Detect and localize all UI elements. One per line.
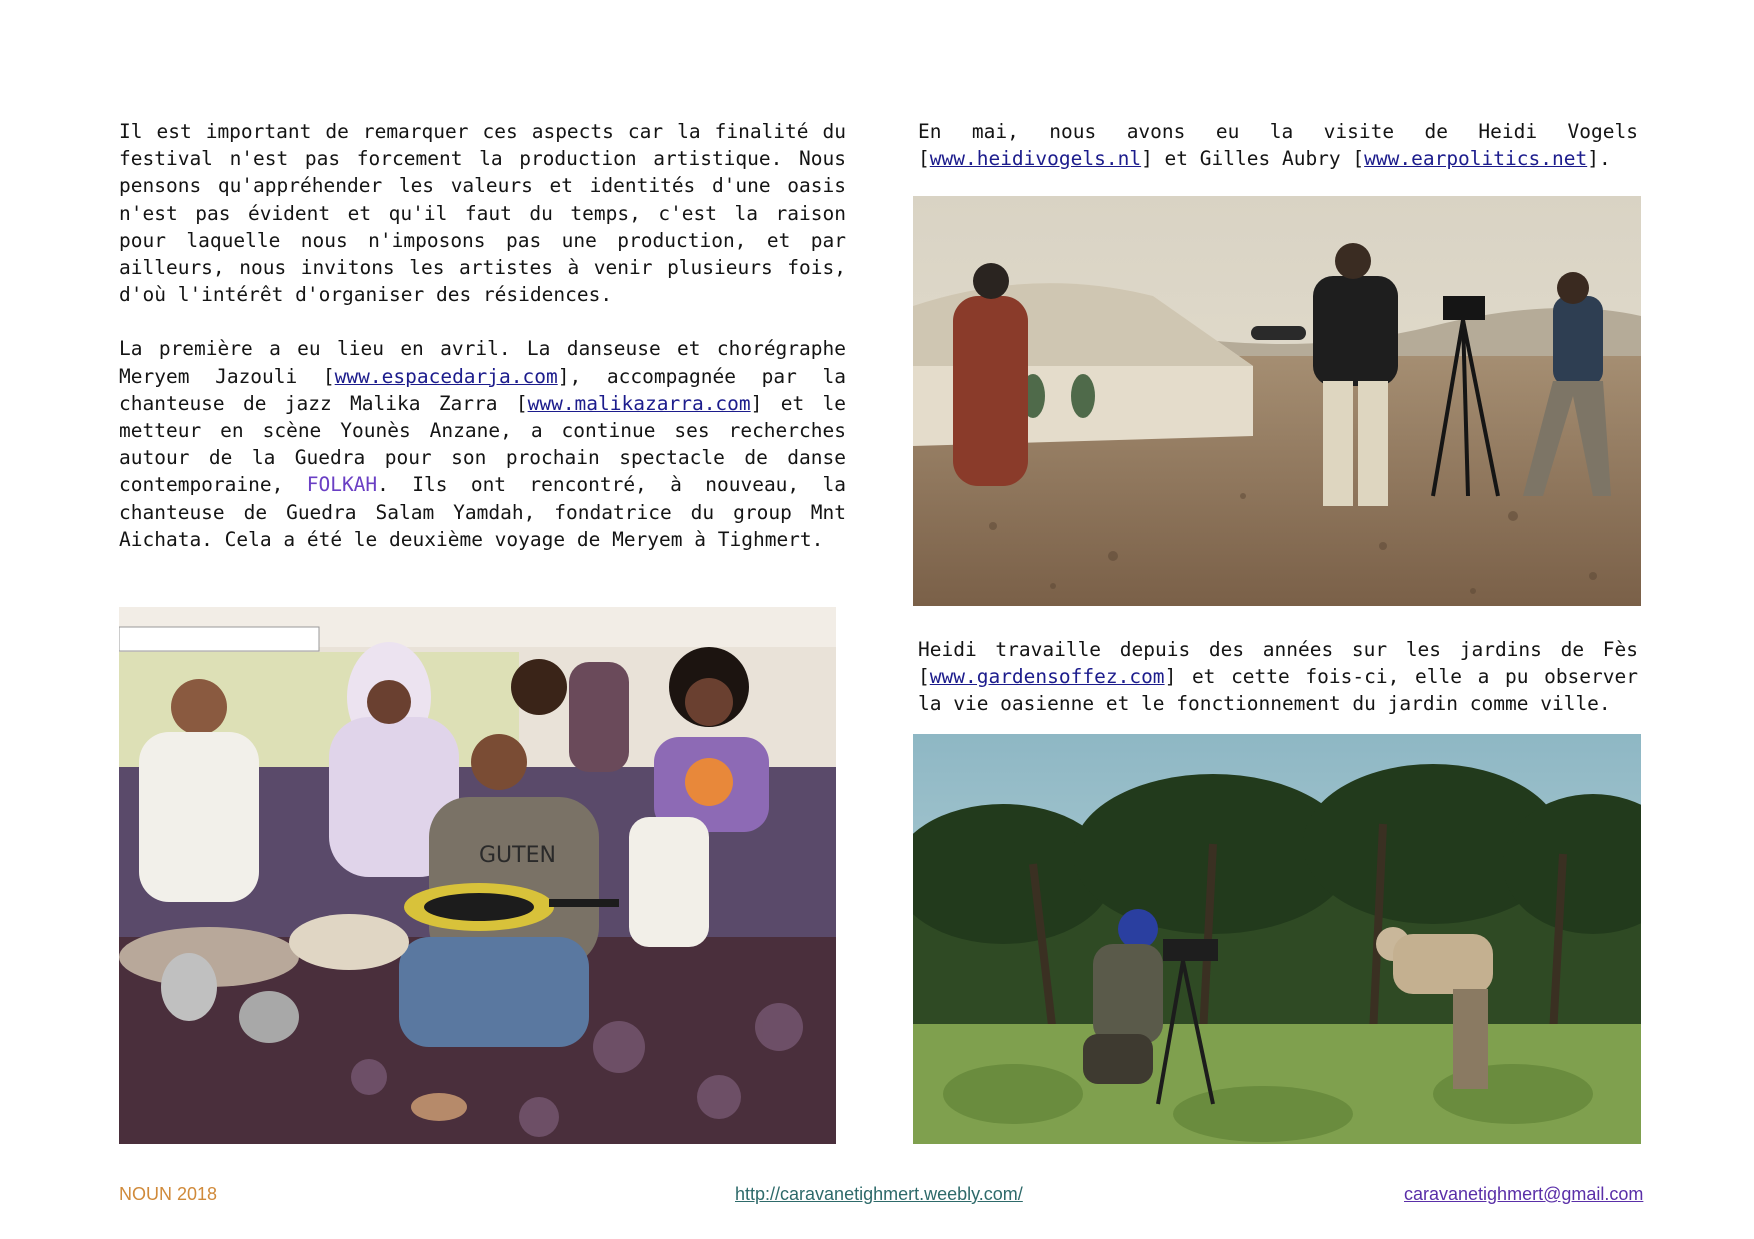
left-text-column [119, 118, 846, 580]
right-text-gardens [918, 636, 1638, 745]
link-heidivogels[interactable]: www.heidivogels.nl [929, 147, 1142, 171]
photo-desert-camp [913, 196, 1641, 606]
link-gardensoffez[interactable]: www.gardensoffez.com [929, 665, 1165, 689]
photo-interior-gathering [119, 607, 836, 1144]
paragraph-gardens: Heidi travaille depuis des années sur les jardins de Fès [www.gardensoffez.com] et cette fois-ci, elle a pu observer la vie oasienne et le fonctionnement du jardin comme ville. [918, 638, 1638, 716]
right-text-visit [918, 118, 1638, 199]
photo-palm-grove [913, 734, 1641, 1144]
link-espacedarja[interactable]: www.espacedarja.com [334, 364, 558, 388]
footer-email-link[interactable]: caravanetighmert@gmail.com [1404, 1184, 1644, 1204]
footer-issue-label: NOUN 2018 [119, 1184, 218, 1204]
link-malikazarra[interactable]: www.malikazarra.com [527, 391, 751, 415]
footer-website-link[interactable]: http://caravanetighmert.weebly.com/ [735, 1184, 1023, 1204]
paragraph-visit: En mai, nous avons eu la visite de Heidi Vogels [www.heidivogels.nl] et Gilles Aubry [www.earpolitics.net]. [918, 120, 1638, 171]
paragraph-first-residency: La première a eu lieu en avril. La danseuse et chorégraphe Meryem Jazouli [www.espacedarja.com], accompagnée par la chanteuse de jazz Malika Zarra [www.malikazarra.com] et le metteur en scène Younès Anzane, a continue ses recherches autour de la Guedra pour son prochain spectacle de danse contemporaine, FOLKAH. Ils ont rencontré, à nouveau, la chanteuse de Guedra Salam Yamdah, fondatrice du group Mnt Aichata. Cela a été le deuxième voyage de Meryem à Tighmert. [119, 337, 847, 551]
shirt-lettering: GUTEN [479, 843, 556, 868]
paragraph-festival-purpose: Il est important de remarquer ces aspects car la finalité du festival n'est pas forcement la production artistique. Nous pensons qu'appréhender les valeurs et identités d'une oasis n'est pas évident et qu'il faut du temps, c'est la raison pour laquelle nous n'imposons pas une production, et par ailleurs, nous invitons les artistes à venir plusieurs fois, d'où l'intérêt d'organiser des résidences. [119, 120, 846, 307]
folkah-highlight: FOLKAH [306, 473, 378, 497]
link-earpolitics[interactable]: www.earpolitics.net [1364, 147, 1588, 171]
